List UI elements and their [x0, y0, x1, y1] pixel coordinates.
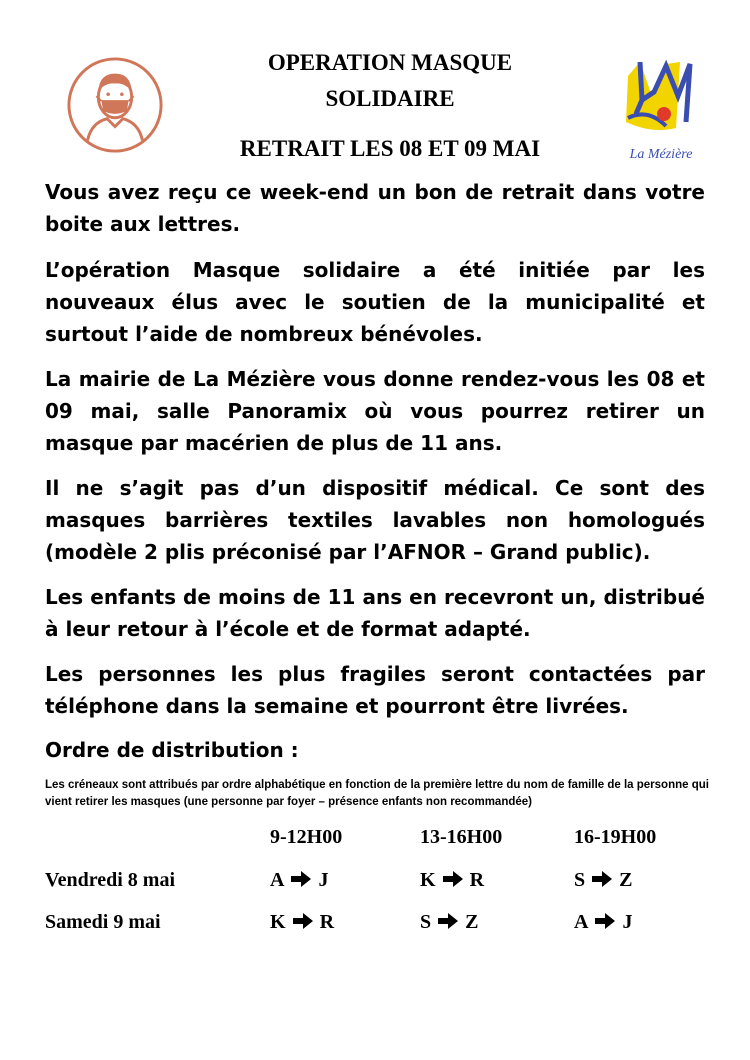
range-cell — [574, 869, 632, 892]
slot-header-1: 9-12H00 — [270, 826, 343, 848]
range-start: S — [420, 911, 432, 933]
arrow-right-icon — [442, 870, 464, 888]
row-day-1: Vendredi 8 mai — [45, 869, 176, 891]
paragraph-3: La mairie de La Mézière vous donne rendez-vous les 08 et 09 mai, salle Panoramix où vous pourrez retirer un masque par macérien de plus de 11 ans. — [45, 367, 705, 455]
range-start: A — [574, 911, 589, 933]
paragraph-6: Les personnes les plus fragiles seront contactées par téléphone dans la semaine et pourront être livrées. — [45, 662, 705, 718]
slot-header-2: 13-16H00 — [420, 826, 503, 848]
arrow-right-icon — [292, 912, 314, 930]
arrow-right-icon — [437, 912, 459, 930]
town-logo — [622, 56, 700, 168]
row-day-2: Samedi 9 mai — [45, 911, 161, 933]
range-end: J — [318, 869, 329, 891]
face-mask-icon — [66, 56, 164, 154]
range-end: Z — [465, 911, 479, 933]
range-cell — [420, 911, 478, 934]
paragraph-2: L’opération Masque solidaire a été initiée par les nouveaux élus avec le soutien de la municipalité et surtout l’aide de nombreux bénévoles. — [45, 258, 705, 346]
slot-header-3: 16-19H00 — [574, 826, 657, 848]
range-start: S — [574, 869, 586, 891]
title-line-2: SOLIDAIRE — [325, 86, 455, 111]
subtitle: RETRAIT LES 08 ET 09 MAI — [239, 136, 541, 161]
range-start: K — [420, 869, 436, 891]
range-start: A — [270, 869, 285, 891]
range-end: Z — [619, 869, 633, 891]
distribution-heading: Ordre de distribution : — [45, 738, 299, 762]
arrow-right-icon — [290, 870, 312, 888]
paragraph-5: Les enfants de moins de 11 ans en recevront un, distribué à leur retour à l’école et de format adapté. — [45, 585, 705, 641]
range-cell — [574, 911, 632, 934]
title-line-1: OPERATION MASQUE — [267, 50, 513, 75]
paragraph-1: Vous avez reçu ce week-end un bon de retrait dans votre boite aux lettres. — [45, 180, 705, 236]
range-end: J — [622, 911, 633, 933]
range-cell — [420, 869, 484, 892]
town-logo-text: La Mézière — [629, 147, 693, 162]
range-cell — [270, 869, 328, 892]
arrow-right-icon — [591, 870, 613, 888]
range-start: K — [270, 911, 286, 933]
distribution-note: Les créneaux sont attribués par ordre alphabétique en fonction de la première lettre du nom de famille de la personne qui vient retirer les masques (une personne par foyer – présence enfants non recommandée) — [45, 779, 709, 808]
range-end: R — [319, 911, 335, 933]
range-cell — [270, 911, 334, 934]
range-end: R — [469, 869, 485, 891]
arrow-right-icon — [594, 912, 616, 930]
paragraph-4: Il ne s’agit pas d’un dispositif médical. Ce sont des masques barrières textiles lavables non homologués (modèle 2 plis préconisé par l’AFNOR – Grand public). — [45, 476, 705, 564]
